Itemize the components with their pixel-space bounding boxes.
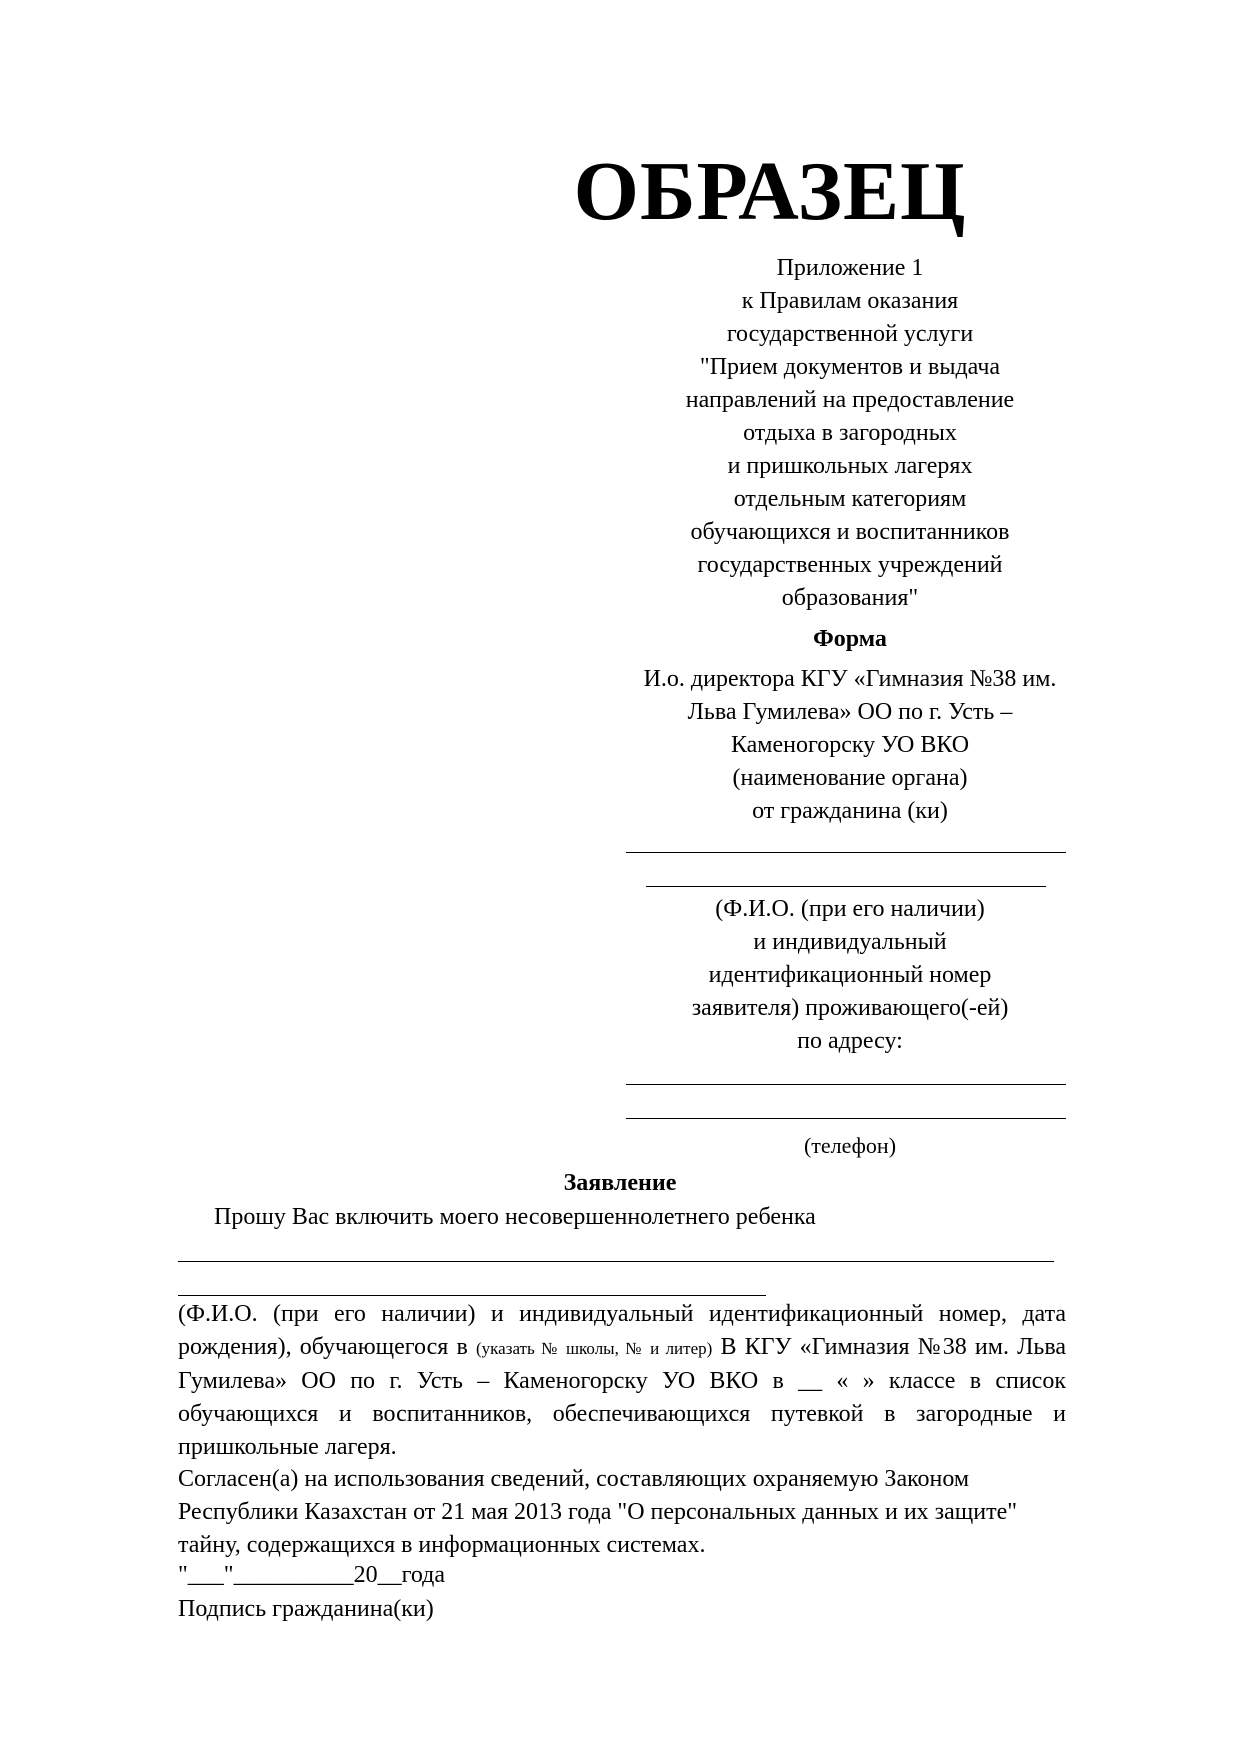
appendix-line: образования" bbox=[781, 585, 919, 611]
paragraph-part-1: (Ф.И.О. (при его наличии) и индивидуальный идентификационный номер, дата рождения), обучающегося в bbox=[178, 1301, 1066, 1360]
applicant-line: (Ф.И.О. (при его наличии) bbox=[715, 896, 985, 922]
applicant-line: и индивидуальный bbox=[753, 929, 947, 955]
child-name-blank-2[interactable] bbox=[178, 1295, 766, 1296]
school-hint: (указать № школы, № и литер) bbox=[476, 1339, 713, 1358]
phone-label: (телефон) bbox=[803, 1133, 897, 1158]
signature-label: Подпись гражданина(ки) bbox=[178, 1596, 434, 1622]
paragraph-part-2: В КГУ «Гимназия №38 им. Льва Гумилева» ОО по г. Усть – Каменогорску УО ВКО в __ « » классе в список обучающихся и воспитанников, обеспечивающихся путевкой в загородные и пришкольные лагеря. bbox=[178, 1334, 1066, 1460]
addressee-line: И.о. директора КГУ «Гимназия №38 им. bbox=[643, 666, 1057, 692]
appendix-line: Приложение 1 bbox=[776, 255, 924, 281]
form-label: Форма bbox=[813, 626, 887, 652]
appendix-line: государственных учреждений bbox=[697, 552, 1003, 578]
consent-line: Республики Казахстан от 21 мая 2013 года "О персональных данных и их защите" bbox=[178, 1499, 1018, 1525]
addressee-line: Льва Гумилева» ОО по г. Усть – bbox=[687, 699, 1013, 725]
appendix-line: к Правилам оказания bbox=[741, 288, 959, 314]
address-blank-1[interactable] bbox=[626, 1084, 1066, 1085]
applicant-name-blank-1[interactable] bbox=[626, 852, 1066, 853]
appendix-line: направлений на предоставление bbox=[685, 387, 1015, 413]
appendix-line: "Прием документов и выдача bbox=[699, 354, 1001, 380]
addressee-block bbox=[620, 663, 1080, 828]
consent-line: Согласен(а) на использования сведений, составляющих охраняемую Законом bbox=[178, 1466, 970, 1492]
addressee-line: (наименование органа) bbox=[732, 765, 968, 791]
child-name-blank-1[interactable] bbox=[178, 1261, 1054, 1262]
date-field[interactable]: "___"__________20__года bbox=[178, 1562, 446, 1588]
child-info-paragraph bbox=[178, 1298, 1066, 1464]
appendix-line: отдыха в загородных bbox=[743, 420, 957, 446]
applicant-line: по адресу: bbox=[797, 1028, 903, 1054]
appendix-line: отдельным категориям bbox=[733, 486, 967, 512]
appendix-header bbox=[620, 252, 1080, 615]
consent-paragraph bbox=[178, 1463, 1066, 1562]
watermark-obrazets: ОБРАЗЕЦ bbox=[573, 145, 967, 238]
appendix-line: и пришкольных лагерях bbox=[727, 453, 973, 479]
document-title: Заявление bbox=[563, 1170, 677, 1196]
consent-line: тайну, содержащихся в информационных системах. bbox=[178, 1532, 706, 1558]
applicant-name-blank-2[interactable] bbox=[646, 886, 1046, 887]
appendix-line: обучающихся и воспитанников bbox=[690, 519, 1010, 545]
address-blank-2[interactable] bbox=[626, 1118, 1066, 1119]
appendix-line: государственной услуги bbox=[726, 321, 974, 347]
applicant-line: идентификационный номер bbox=[708, 962, 992, 988]
applicant-caption bbox=[620, 893, 1080, 1058]
addressee-line: от гражданина (ки) bbox=[752, 798, 948, 824]
request-text: Прошу Вас включить моего несовершеннолетнего ребенка bbox=[214, 1204, 816, 1230]
applicant-line: заявителя) проживающего(-ей) bbox=[691, 995, 1009, 1021]
addressee-line: Каменогорску УО ВКО bbox=[730, 732, 970, 758]
